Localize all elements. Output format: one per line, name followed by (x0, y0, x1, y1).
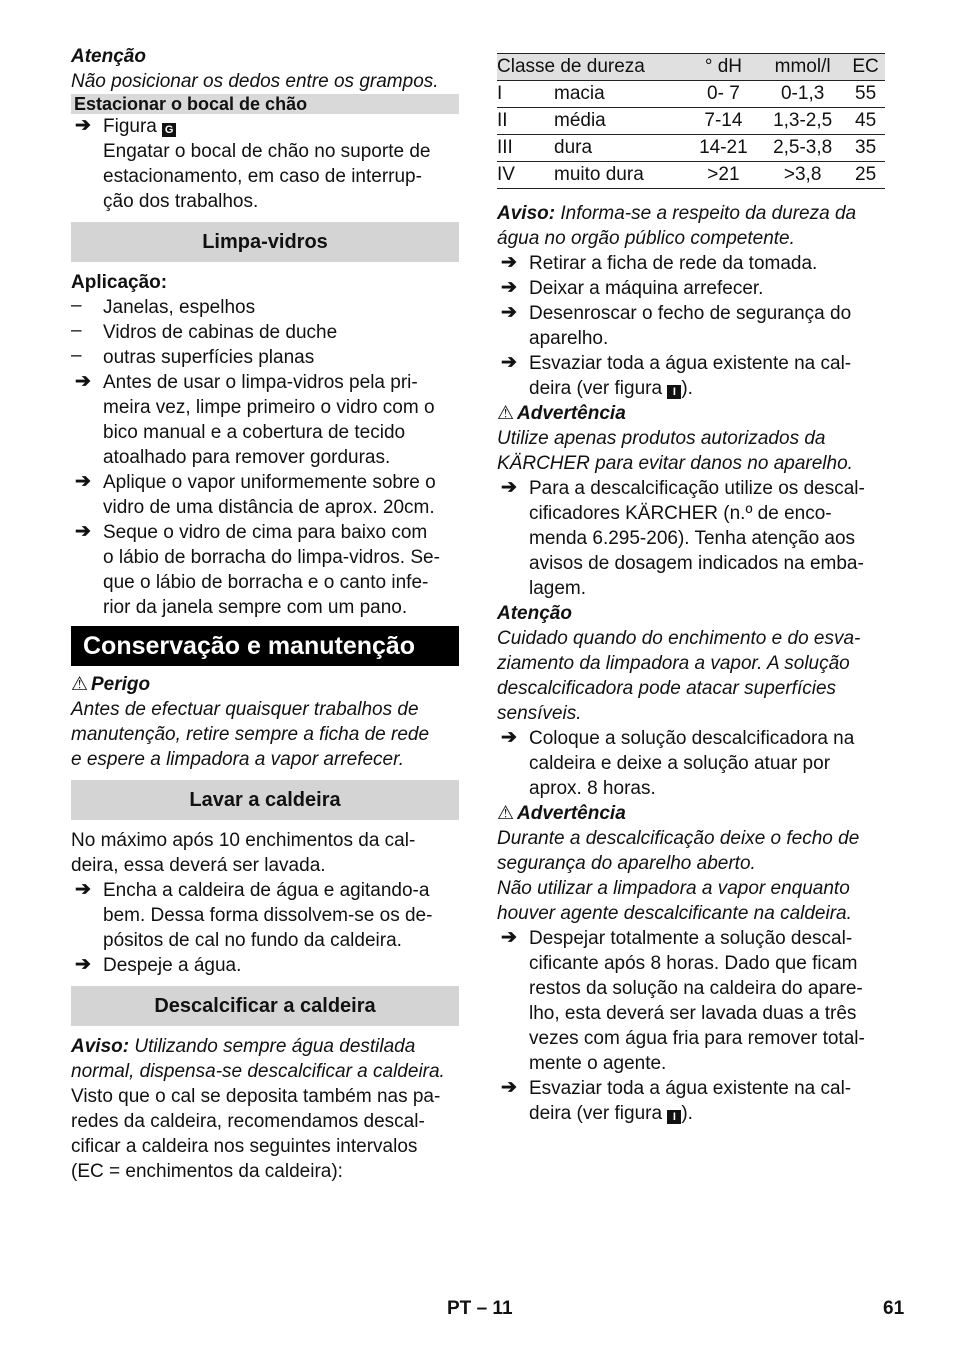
figure-g-icon: G (162, 123, 176, 137)
arrow-icon: ➔ (75, 115, 91, 136)
maintenance-heading: Conservação e manutenção (71, 626, 459, 666)
step-6: ➔ Coloque a solução descalcificadora na caldeira e deixe a solução atuar por aprox. 8 horas. (501, 727, 855, 799)
figure-i-icon: I (667, 1110, 681, 1124)
warning-triangle-icon: ⚠ (497, 403, 515, 424)
step-8: ➔ Esvaziar toda a água existente na cal- deira (ver figura I ). (501, 1077, 852, 1124)
glass-step-3: ➔ Seque o vidro de cima para baixo com o lábio de borracha do limpa-vidros. Se- que o lábio de borracha e o canto infe- rior da janela sempre com um pano. (75, 521, 440, 618)
warning-title: ⚠ Advertência (497, 403, 626, 424)
wash-heading: Lavar a caldeira (71, 780, 459, 820)
park-step: ➔ Figura G Engatar o bocal de chão no suporte de estacionamento, em caso de interrup- ção dos trabalhos. (75, 115, 431, 212)
step-1: ➔ Retirar a ficha de rede da tomada. (501, 252, 818, 274)
step-7: ➔ Despejar totalmente a solução descal- cificante após 8 horas. Dado que ficam restos da solução na caldeira do apare- lho, esta deverá ser lavada duas a três vezes com água fria para remover total- mente o agente. (501, 927, 865, 1074)
hardness-table (497, 53, 885, 189)
descale-heading: Descalcificar a caldeira (71, 986, 459, 1026)
figure-i-icon: I (667, 385, 681, 399)
glass-step-1: ➔ Antes de usar o limpa-vidros pela pri- meira vez, limpe primeiro o vidro com o bico manual e a cobertura de tecido atoalhado para remover gorduras. (75, 371, 435, 468)
warning-triangle-icon: ⚠ (71, 674, 89, 695)
step-4: ➔ Esvaziar toda a água existente na cal- deira (ver figura I ). (501, 352, 852, 399)
attention-title: Atenção (71, 46, 146, 67)
list-item: – outras superfícies planas (71, 345, 315, 368)
right-column: Classe de dureza ° dH mmol/l EC I macia 0- 7 0-1,3 55 II média 7-14 1,3-2,5 45 III dura 14-21 2,5-3,8 35 IV muito dura >21 >3,8 25 Aviso: Informa-se a respeito da dureza da água no orgão público competente. ➔ Retirar a ficha de rede da tomada. ➔ Deixar a máquina arrefecer. ➔ Desenroscar o fecho de segurança do aparelho. ➔ Esvaziar toda a água existente na cal- deira (ver figura I ). ⚠ Advertência Utilize apenas produtos autorizados da KÄRCHER para evitar danos no aparelho. ➔ Para a descalcificação utilize os descal- cificadores KÄRCHER (n.º de enco- menda 6.295-206). Tenha atenção aos avisos de dosagem indicados na emba- lagem. Atenção Cuidado quando do enchimento e do esva- ziamento da limpadora a vapor. A solução descalcificadora pode atacar superfícies sensíveis. ➔ Coloque a solução descalcificadora na caldeira e deixe a solução atuar por aprox. 8 horas. ⚠ Advertência Durante a descalcificação deixe o fecho de segurança do aparelho aberto. Não utilizar a limpadora a vapor enquanto houver agente descalcificante na caldeira. ➔ Despejar totalmente a solução descal- cificante após 8 horas. Dado que ficam restos da solução na caldeira do apare- lho, esta deverá ser lavada duas a três vezes com água fria para remover total- mente o agente. ➔ Esvaziar toda a água existente na cal- deira (ver figura I ). (497, 53, 885, 1126)
header-class: Classe de dureza (497, 54, 688, 81)
wash-step-1: ➔ Encha a caldeira de água e agitando-a bem. Dessa forma dissolvem-se os de- pósitos de cal no fundo da caldeira. (75, 879, 433, 951)
arrow-icon: ➔ (501, 1077, 517, 1098)
table-row: IV muito dura >21 >3,8 25 (497, 162, 885, 189)
page-footer-label: PT – 11 (447, 1298, 513, 1319)
list-item: – Vidros de cabinas de duche (71, 320, 338, 343)
glass-step-2: ➔ Aplique o vapor uniformemente sobre o vidro de uma distância de aprox. 20cm. (75, 471, 436, 518)
table-row: III dura 14-21 2,5-3,8 35 (497, 135, 885, 162)
attention-title: Atenção (497, 603, 572, 624)
header-ec: EC (846, 54, 885, 81)
step-5: ➔ Para a descalcificação utilize os descal- cificadores KÄRCHER (n.º de enco- menda 6.295-206). Tenha atenção aos avisos de dosagem indicados na emba- lagem. (501, 477, 865, 599)
table-row: I macia 0- 7 0-1,3 55 (497, 81, 885, 108)
table-row: II média 7-14 1,3-2,5 45 (497, 108, 885, 135)
header-dh: ° dH (688, 54, 759, 81)
wash-step-2: ➔ Despeje a água. (75, 954, 242, 976)
page-number: 61 (883, 1298, 905, 1319)
arrow-icon: ➔ (501, 927, 517, 948)
arrow-icon: ➔ (501, 302, 517, 323)
warning-title: ⚠ Advertência (497, 803, 626, 824)
attention-text: Não posicionar os dedos entre os grampos. (71, 71, 439, 92)
arrow-icon: ➔ (501, 352, 517, 373)
header-mmol: mmol/l (759, 54, 846, 81)
note-line: Aviso: Utilizando sempre água destilada (71, 1036, 416, 1057)
park-heading: Estacionar o bocal de chão (71, 94, 459, 114)
step-3: ➔ Desenroscar o fecho de segurança do aparelho. (501, 302, 852, 349)
list-item: – Janelas, espelhos (71, 295, 256, 318)
arrow-icon: ➔ (75, 521, 91, 542)
arrow-icon: ➔ (75, 371, 91, 392)
application-label: Aplicação: (71, 272, 168, 293)
table-header (497, 54, 885, 81)
arrow-icon: ➔ (501, 252, 517, 273)
left-column: Atenção Não posicionar os dedos entre os grampos. Estacionar o bocal de chão ➔ Figura G Engatar o bocal de chão no suporte de estacionamento, em caso de interrup- ção dos trabalhos. Limpa-vidros Aplicação: – Janelas, espelhos – Vidros de cabinas de duche – outras superfícies planas ➔ Antes de usar o limpa-vidros pela pri- meira vez, limpe primeiro o vidro com o bico manual e a cobertura de tecido atoalhado para remover gorduras. ➔ Aplique o vapor uniformemente sobre o vidro de uma distância de aprox. 20cm. ➔ Seque o vidro de cima para baixo com o lábio de borracha do limpa-vidros. Se- que o lábio de borracha e o canto infe- rior da janela sempre com um pano. Conservação e manutenção ⚠ Perigo Antes de efectuar quaisquer trabalhos de manutenção, retire sempre a ficha de rede e espere a limpadora a vapor arrefecer. Lavar a caldeira No máximo após 10 enchimentos da cal- deira, essa deverá ser lavada. ➔ Encha a caldeira de água e agitando-a bem. Dessa forma dissolvem-se os de- pósitos de cal no fundo da caldeira. ➔ Despeje a água. Descalcificar a caldeira Aviso: Utilizando sempre água destilada normal, dispensa-se descalcificar a caldeira. Visto que o cal se deposita também nas pa- redes da caldeira, recomendamos descal- cificar a caldeira nos seguintes intervalos (EC = enchimentos da caldeira): (71, 44, 459, 1184)
glass-heading: Limpa-vidros (71, 222, 459, 262)
arrow-icon: ➔ (501, 727, 517, 748)
arrow-icon: ➔ (75, 471, 91, 492)
warning-triangle-icon: ⚠ (497, 803, 515, 824)
arrow-icon: ➔ (501, 477, 517, 498)
arrow-icon: ➔ (75, 954, 91, 975)
arrow-icon: ➔ (75, 879, 91, 900)
note-line: Aviso: Informa-se a respeito da dureza da (497, 203, 857, 224)
step-2: ➔ Deixar a máquina arrefecer. (501, 277, 764, 299)
arrow-icon: ➔ (501, 277, 517, 298)
danger-title: ⚠ Perigo (71, 674, 151, 695)
